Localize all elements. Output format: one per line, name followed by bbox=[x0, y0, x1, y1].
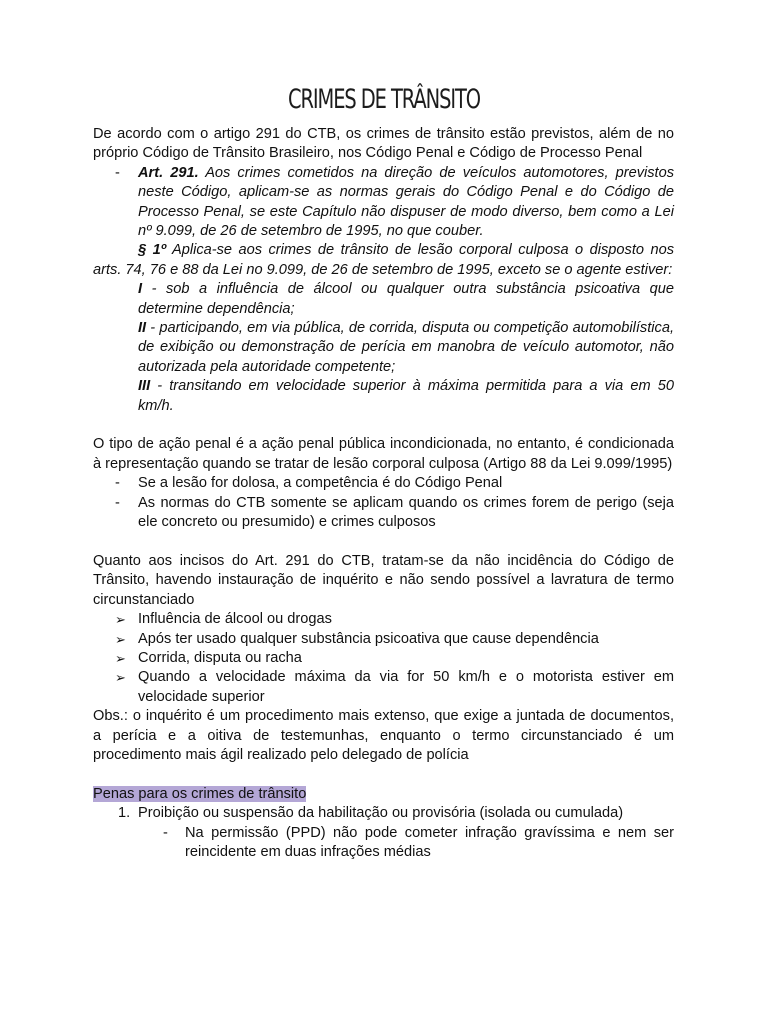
list-item-text: Após ter usado qualquer substância psicoativa que cause dependência bbox=[138, 630, 599, 647]
dash-bullet: - bbox=[115, 494, 120, 511]
inciso-text: - participando, em via pública, de corrida, disputa ou competição automobilística, de exibição ou demonstração de perícia em manobra de veículo automotor, não autorizada pela autoridade competente; bbox=[138, 320, 674, 375]
inciso-ii bbox=[93, 319, 674, 377]
obs-paragraph: Obs.: o inquérito é um procedimento mais extenso, que exige a juntada de documentos, a perícia e a oitiva de testemunhas, enquanto o termo circunstanciado é um procedimento mais ágil realizado pelo delegado de polícia bbox=[93, 708, 674, 763]
list-item bbox=[93, 610, 674, 629]
penas-heading: Penas para os crimes de trânsito bbox=[93, 785, 307, 802]
inciso-label: III bbox=[138, 378, 151, 395]
numbered-item-text: Proibição ou suspensão da habilitação ou provisória (isolada ou cumulada) bbox=[138, 805, 624, 822]
page-title: CRIMES DE TRÂNSITO bbox=[287, 84, 481, 115]
list-item bbox=[93, 668, 674, 707]
inciso-iii bbox=[93, 377, 674, 416]
dash-bullet: - bbox=[115, 475, 120, 492]
paragraph-1 bbox=[93, 241, 674, 280]
art-291-item bbox=[93, 164, 674, 242]
arrow-bullet-icon: ➢ bbox=[115, 612, 126, 628]
list-item-text: As normas do CTB somente se aplicam quando os crimes forem de perigo (seja ele concreto ou presumido) e crimes culposos bbox=[138, 494, 674, 531]
incisos-paragraph: Quanto aos incisos do Art. 291 do CTB, tratam-se da não incidência do Código de Trânsito, havendo instauração de inquérito e não sendo possível a lavratura de termo circunstanciado bbox=[93, 552, 674, 608]
sub-list-item-text: Na permissão (PPD) não pode cometer infração gravíssima e nem ser reincidente em duas infrações médias bbox=[185, 824, 674, 860]
art-291-label: Art. 291. bbox=[138, 164, 199, 181]
document-body bbox=[93, 125, 674, 862]
inciso-label: I bbox=[138, 281, 143, 298]
art-291-body: Aos crimes cometidos na direção de veículos automotores, previstos neste Código, aplicam-se as normas gerais do Código Penal e do Código de Processo Penal, se este Capítulo não dispuser de modo diverso, bem como a Lei nº 9.099, de 26 de setembro de 1995, no que couber. bbox=[138, 164, 674, 240]
list-item bbox=[93, 474, 674, 493]
arrow-bullet-icon: ➢ bbox=[115, 670, 126, 686]
acao-penal-paragraph: O tipo de ação penal é a ação penal pública incondicionada, no entanto, é condicionada à representação quando se tratar de lesão corporal culposa (Artigo 88 da Lei 9.099/1995) bbox=[93, 436, 674, 472]
numbered-item bbox=[93, 804, 674, 823]
paragraph-1-label: § 1º bbox=[138, 242, 167, 259]
arrow-bullet-icon: ➢ bbox=[115, 650, 126, 666]
list-item-text: Corrida, disputa ou racha bbox=[138, 649, 302, 666]
list-item bbox=[93, 630, 674, 649]
inciso-label: II bbox=[138, 320, 147, 337]
penas-heading-line bbox=[93, 785, 674, 804]
intro-paragraph: De acordo com o artigo 291 do CTB, os crimes de trânsito estão previstos, além de no próprio Código de Trânsito Brasileiro, nos Código Penal e Código de Processo Penal bbox=[93, 126, 674, 162]
dash-bullet: - bbox=[163, 824, 168, 841]
list-item-text: Se a lesão for dolosa, a competência é do Código Penal bbox=[138, 475, 503, 492]
art-291-text bbox=[138, 164, 674, 242]
inciso-text: - sob a influência de álcool ou qualquer outra substância psicoativa que determine dependência; bbox=[138, 281, 674, 317]
paragraph-1-body: Aplica-se aos crimes de trânsito de lesão corporal culposa o disposto nos arts. 74, 76 e 88 da Lei no 9.099, de 26 de setembro de 1995, exceto se o agente estiver: bbox=[93, 242, 674, 278]
dash-bullet: - bbox=[115, 164, 120, 181]
list-item-text: Influência de álcool ou drogas bbox=[138, 611, 332, 628]
inciso-i bbox=[93, 280, 674, 319]
arrow-bullet-icon: ➢ bbox=[115, 631, 126, 647]
list-item bbox=[93, 649, 674, 668]
sub-list-item bbox=[93, 824, 674, 863]
inciso-text: - transitando em velocidade superior à máxima permitida para a via em 50 km/h. bbox=[138, 378, 674, 414]
list-item bbox=[93, 494, 674, 533]
item-number: 1. bbox=[118, 805, 131, 822]
list-item-text: Quando a velocidade máxima da via for 50 km/h e o motorista estiver em velocidade superior bbox=[138, 669, 674, 705]
